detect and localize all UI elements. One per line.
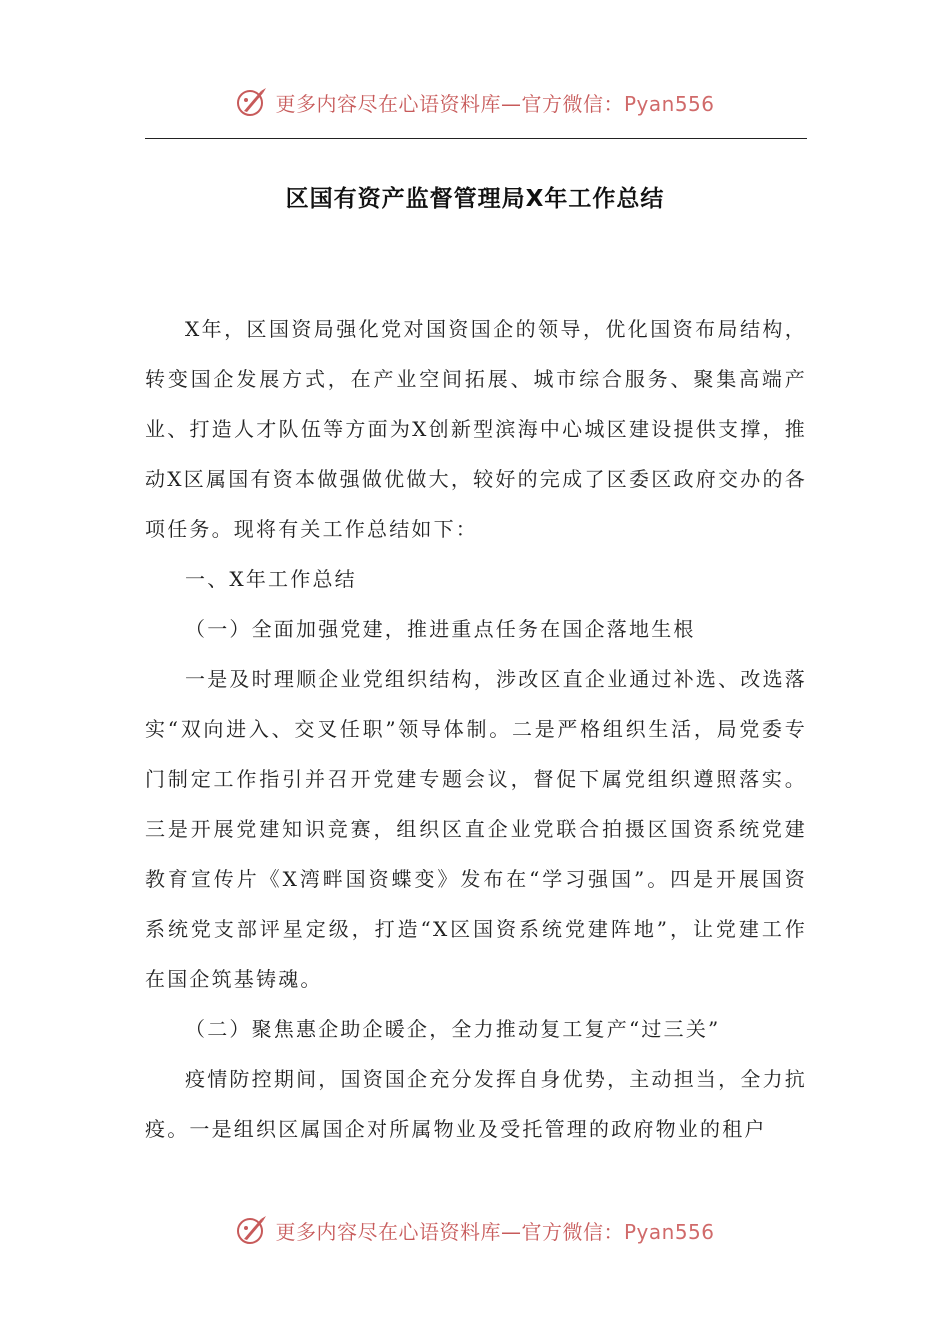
quill-pen-circle-icon: [235, 1213, 269, 1247]
section-heading-1: 一、X年工作总结: [185, 567, 357, 591]
paragraph-party-building: 一是及时理顺企业党组织结构，涉改区直企业通过补选、改选落实“双向进入、交叉任职”领导体制。二是严格组织生活，局党委专门制定工作指引并召开党建专题会议，督促下属党组织遵照落实。三是开展党建知识竞赛，组织区直企业党联合拍摄区国资系统党建教育宣传片《X湾畔国资蝶变》发布在“学习强国”。四是开展国资系统党支部评星定级，打造“X区国资系统党建阵地”，让党建工作在国企筑基铸魂。: [145, 667, 807, 991]
watermark-handle: Pyan556: [623, 91, 715, 116]
footer-watermark: [0, 1210, 950, 1250]
document-title: 区国有资产监督管理局X年工作总结: [285, 186, 665, 212]
watermark-text: 更多内容尽在心语资料库—官方微信：Pyan556: [275, 91, 715, 116]
subsection-heading-1: （一）全面加强党建，推进重点任务在国企落地生根: [185, 617, 696, 641]
watermark-text: 更多内容尽在心语资料库—官方微信：Pyan556: [275, 1219, 715, 1244]
quill-pen-circle-icon: [235, 85, 269, 119]
header-rule: [145, 138, 807, 139]
subsection-heading-2: （二）聚焦惠企助企暖企，全力推动复工复产“过三关”: [185, 1017, 721, 1041]
header-watermark: [0, 82, 950, 122]
paragraph-epidemic: 疫情防控期间，国资国企充分发挥自身优势，主动担当，全力抗疫。一是组织区属国企对所属物业及受托管理的政府物业的租户: [145, 1067, 807, 1141]
watermark-handle: Pyan556: [623, 1219, 715, 1244]
document-body: [145, 304, 807, 1154]
paragraph-intro: X年，区国资局强化党对国资国企的领导，优化国资布局结构，转变国企发展方式，在产业空间拓展、城市综合服务、聚集高端产业、打造人才队伍等方面为X创新型滨海中心城区建设提供支撑，推动X区属国有资本做强做优做大，较好的完成了区委区政府交办的各项任务。现将有关工作总结如下：: [145, 317, 807, 541]
